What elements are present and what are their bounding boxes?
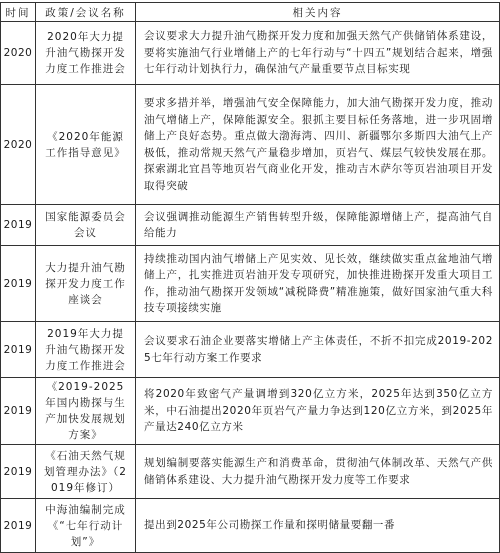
row-name: 大力提升油气勘探开发力度工作座谈会 [36, 246, 136, 322]
row-content: 持续推动国内油气增储上产见实效、见长效，继续做实重点盆地油气增储上产，扎实推进页岩油开发专项研究，加快推进勘探开发重大项目工作，推动油气勘探开发领域“减税降费”精准施策，做好国家油气重大科技专项接续实施 [136, 246, 500, 322]
header-name: 政策/会议名称 [36, 3, 136, 22]
row-year: 2019 [1, 499, 36, 553]
table-row [1, 22, 500, 85]
row-year: 2019 [1, 445, 36, 499]
row-name: 2020年大力提升油气勘探开发力度工作推进会 [36, 22, 136, 85]
row-year: 2020 [1, 22, 36, 85]
row-name: 国家能源委员会会议 [36, 205, 136, 246]
table-row [1, 445, 500, 499]
header-content: 相关内容 [136, 3, 500, 22]
row-year: 2019 [1, 322, 36, 378]
row-name: 《2020年能源工作指导意见》 [36, 85, 136, 205]
row-content: 提出到2025年公司勘探工作量和探明储量要翻一番 [136, 499, 500, 553]
table-row [1, 246, 500, 322]
table-row [1, 499, 500, 553]
row-content: 会议强调推动能源生产销售转型升级，保障能源增储上产，提高油气自给能力 [136, 205, 500, 246]
row-year: 2019 [1, 205, 36, 246]
row-name: 《2019-2025年国内勘探与生产加快发展规划方案》 [36, 378, 136, 445]
table-header-row [1, 3, 500, 22]
table-row [1, 85, 500, 205]
table-row [1, 205, 500, 246]
table-row [1, 322, 500, 378]
row-content: 规划编制要落实能源生产和消费革命，贯彻油气体制改革、天然气产供储销体系建设、大力提升油气勘探开发力度等工作要求 [136, 445, 500, 499]
row-content: 会议要求石油企业要落实增储上产主体责任，不折不扣完成2019-2025七年行动方案工作要求 [136, 322, 500, 378]
table-row [1, 378, 500, 445]
row-year: 2019 [1, 246, 36, 322]
row-year: 2020 [1, 85, 36, 205]
policy-table [0, 2, 500, 553]
row-name: 中海油编制完成《“七年行动计划”》 [36, 499, 136, 553]
row-content: 会议要求大力提升油气勘探开发力度和加强天然气产供储销体系建设，要将实施油气行业增储上产的七年行动与“十四五”规划结合起来，增强七年行动计划执行力，确保油气产量重要节点目标实现 [136, 22, 500, 85]
row-content: 将2020年致密气产量调增到320亿立方米，2025年达到350亿立方米，中石油提出2020年页岩气产量力争达到120亿立方米，到2025年产量达240亿立方米 [136, 378, 500, 445]
row-year: 2019 [1, 378, 36, 445]
header-year: 时间 [1, 3, 36, 22]
row-name: 《石油天然气规划管理办法》（2019年修订） [36, 445, 136, 499]
row-content: 要求多措并举，增强油气安全保障能力，加大油气勘探开发力度，推动油气增储上产，保障能源安全。狠抓主要目标任务落地，进一步巩固增储上产良好态势。重点做大渤海湾、四川、新疆鄂尔多斯四大油气上产极低，推动常规天然气产量稳步增加，页岩气、煤层气较快发展在那。探索湖北宜昌等地页岩气商业化开发，推动吉木萨尔等页岩油项目开发取得突破 [136, 85, 500, 205]
row-name: 2019年大力提升油气勘探开发力度工作推进会 [36, 322, 136, 378]
